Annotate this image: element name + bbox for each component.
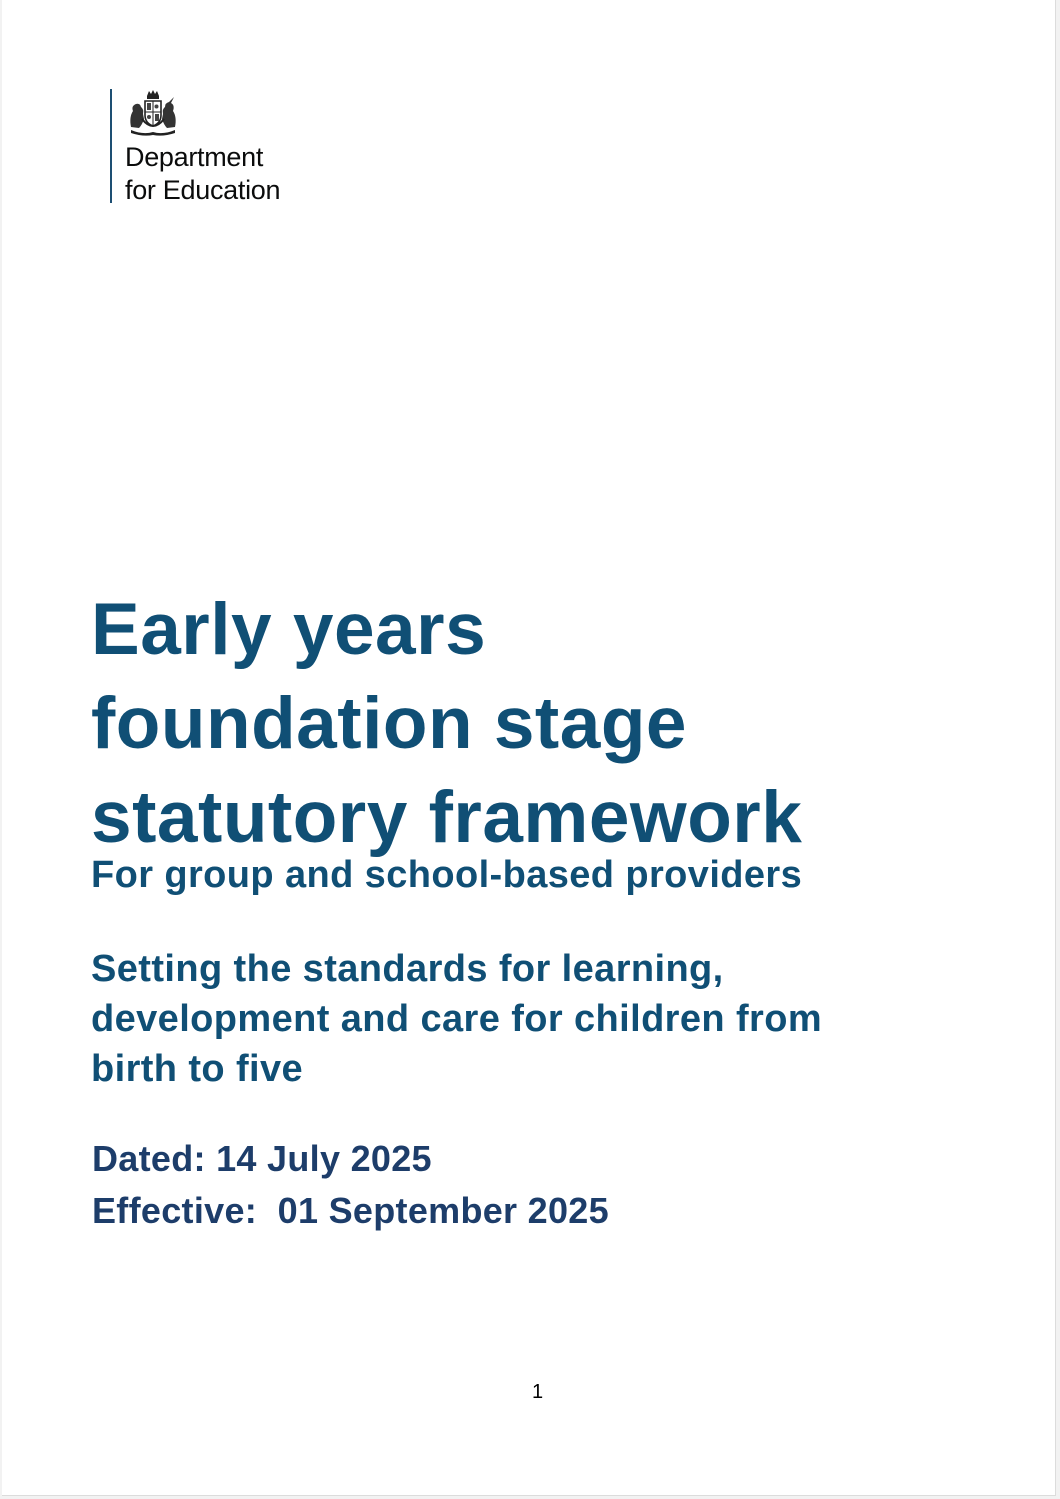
page-number: 1 bbox=[531, 1381, 544, 1403]
logo-rule bbox=[110, 89, 112, 203]
document-title bbox=[91, 583, 802, 865]
dated-text: Dated: 14 July 2025 bbox=[92, 1138, 432, 1179]
title-line-2: foundation stage bbox=[91, 683, 688, 764]
document-subtitle: For group and school-based providers bbox=[91, 854, 803, 896]
department-name-line-1: Department bbox=[125, 142, 264, 172]
document-summary bbox=[91, 944, 822, 1094]
summary-line-1: Setting the standards for learning, bbox=[91, 948, 724, 990]
department-name bbox=[125, 141, 280, 207]
title-line-3: statutory framework bbox=[91, 777, 803, 858]
summary-line-2: development and care for children from bbox=[91, 998, 823, 1040]
summary-line-3: birth to five bbox=[91, 1048, 304, 1090]
title-line-1: Early years bbox=[91, 589, 487, 670]
department-logo bbox=[110, 89, 281, 205]
department-name-line-2: for Education bbox=[125, 175, 281, 205]
effective-date-text: Effective: 01 September 2025 bbox=[92, 1190, 609, 1231]
document-page bbox=[2, 0, 1056, 1496]
royal-coat-of-arms-icon bbox=[125, 89, 181, 137]
document-dates bbox=[92, 1133, 609, 1237]
